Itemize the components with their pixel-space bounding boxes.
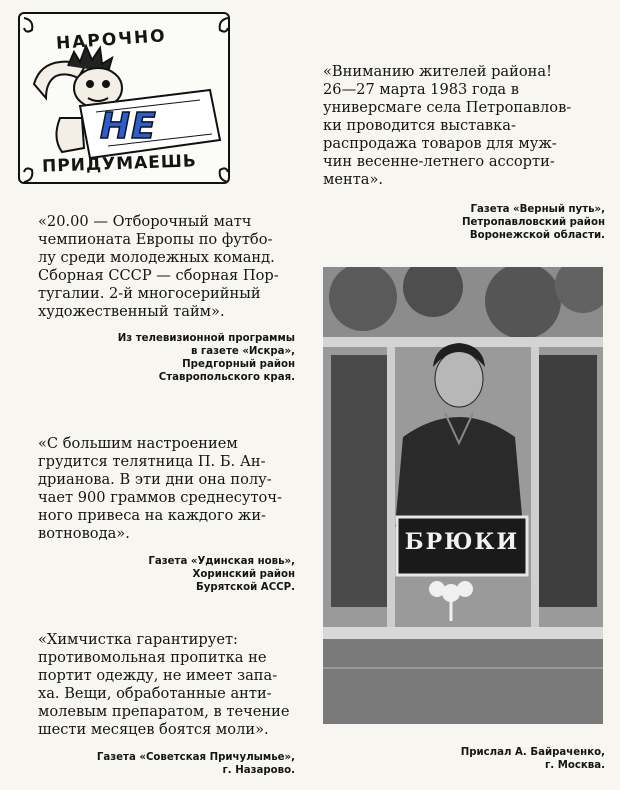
- source-iskra: Из телевизионной программы в газете «Искра», Предгорный район Ставропольского края.: [117, 333, 295, 383]
- column-logo: [18, 12, 230, 184]
- shop-sign-text: БРЮКИ: [404, 529, 520, 555]
- quote-drycleaning: «Химчистка гарантирует: противомольная пропитка не портит одежду, не имеет запа- ха. Вещи, обработанные анти- молевым препаратом, в течение шести месяцев боятся моли».: [38, 631, 290, 738]
- logo-top-text: НАРОЧНО: [55, 26, 168, 54]
- quote-sale: «Вниманию жителей района! 26—27 марта 1983 года в универсмаге села Петропавлов- ки проводится выставка- распродажа товаров для муж- чин весенне-летнего ассорти- мента».: [323, 63, 572, 188]
- logo-ne-text: НЕ: [100, 106, 157, 147]
- logo-bottom-text: ПРИДУМАЕШЬ: [41, 151, 198, 177]
- source-udinskaya: Газета «Удинская новь», Хоринский район Бурятской АССР.: [148, 556, 295, 593]
- quote-football: «20.00 — Отборочный матч чемпионата Европы по футбо- лу среди молодежных команд. Сборная СССР — сборная Пор- тугалии. 2-й многосерийный художественный тайм».: [38, 213, 279, 320]
- quote-calves: «С большим настроением грудится телятница П. Б. Ан- дрианова. В эти дни она полу- чает 900 граммов среднесуточ- ного привеса на каждого жи- вотновода».: [38, 435, 282, 542]
- source-nazarovo: Газета «Советская Причулымье», г. Назарово.: [96, 752, 295, 776]
- source-verny-put: Газета «Верный путь», Петропавловский район Воронежской области.: [461, 204, 605, 241]
- shop-window-photo: [323, 267, 603, 724]
- mannequin-photo-illustration: [323, 267, 603, 724]
- photo-credit: Прислал А. Байраченко, г. Москва.: [460, 747, 605, 771]
